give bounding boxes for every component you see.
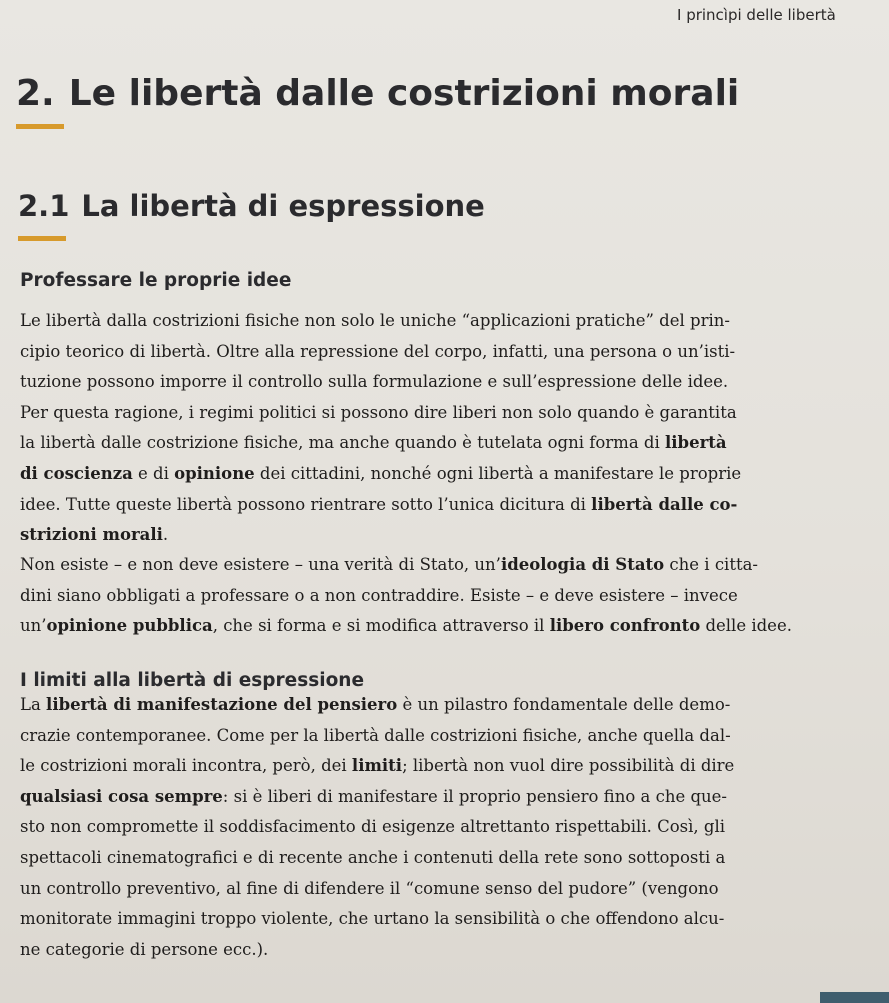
chapter-number: 2.: [16, 73, 55, 114]
text-line: [20, 690, 868, 721]
text-run: e di: [132, 463, 175, 483]
text-run: ; libertà non vuol dire possibilità di dire: [402, 756, 735, 776]
text-run: un’: [20, 616, 47, 636]
chapter-underline: [16, 124, 64, 129]
text-run: che i citta-: [664, 555, 759, 574]
bold-term: di coscienza: [20, 463, 133, 483]
bold-term: opinione: [174, 463, 255, 483]
text-run: sto non compromette il soddisfacimento di esigenze altrettanto rispettabili. Così, gli: [20, 817, 726, 837]
bold-term: libero confronto: [549, 616, 701, 636]
text-run: Le libertà dalla costrizioni fisiche non solo le uniche “applicazioni pratiche” del prin-: [20, 311, 730, 330]
text-line: [20, 398, 868, 429]
text-line: [20, 611, 868, 642]
text-line: [20, 337, 868, 368]
text-run: ne categorie di persone ecc.).: [20, 939, 269, 959]
bold-term: libertà di manifestazione del pensiero: [46, 695, 398, 714]
chapter-title: Le libertà dalle costrizioni morali: [68, 73, 740, 114]
section-title: La libertà di espressione: [81, 189, 485, 223]
text-line: [20, 935, 868, 966]
text-run: la libertà dalle costrizione fisiche, ma anche quando è tutelata ogni forma di: [20, 433, 665, 453]
text-run: : si è liberi di manifestare il proprio pensiero fino a che que-: [222, 786, 727, 806]
text-run: monitorate immagini troppo violente, che urtano la sensibilità o che offendono alcu-: [20, 909, 725, 929]
text-run: delle idee.: [700, 616, 792, 636]
paragraph-2: [20, 550, 868, 642]
section-underline: [18, 236, 66, 241]
page-edge-bar: [820, 992, 889, 1003]
text-run: un controllo preventivo, al fine di difendere il “comune senso del pudore” (vengono: [20, 878, 719, 898]
bold-term: libertà dalle co-: [591, 494, 738, 514]
paragraph-3: [20, 690, 868, 965]
text-line: [20, 550, 868, 581]
text-line: [20, 782, 868, 813]
text-run: crazie contemporanee. Come per la libertà dalle costrizioni fisiche, anche quella dal-: [20, 725, 731, 745]
text-run: dei cittadini, nonché ogni libertà a manifestare le proprie: [254, 463, 742, 483]
text-line: [20, 306, 868, 337]
text-line: [20, 904, 868, 935]
bold-term: qualsiasi cosa sempre: [20, 786, 223, 806]
text-line: [20, 721, 868, 752]
text-line: [20, 812, 868, 843]
section-number: 2.1: [18, 189, 70, 223]
bold-term: libertà: [665, 433, 727, 453]
text-run: spettacoli cinematografici e di recente anche i contenuti della rete sono sottoposti a: [20, 847, 726, 867]
section-heading: [18, 188, 878, 244]
bold-term: strizioni morali: [20, 525, 163, 545]
text-run: .: [162, 525, 169, 545]
running-head: I princìpi delle libertà: [677, 6, 836, 24]
text-line: [20, 428, 868, 459]
text-line: [20, 751, 868, 782]
text-line: [20, 367, 868, 398]
text-line: [20, 520, 868, 551]
text-run: dini siano obbligati a professare o a non contraddire. Esiste – e deve esistere – invece: [20, 585, 738, 605]
bold-term: opinione pubblica: [46, 616, 213, 636]
text-run: è un pilastro fondamentale delle demo-: [397, 695, 731, 714]
text-run: Per questa ragione, i regimi politici si possono dire liberi non solo quando è garantita: [20, 402, 737, 422]
text-run: le costrizioni morali incontra, però, dei: [20, 756, 352, 776]
bold-term: ideologia di Stato: [500, 555, 665, 574]
bold-term: limiti: [351, 756, 403, 776]
text-run: La: [20, 695, 47, 714]
text-run: tuzione possono imporre il controllo sulla formulazione e sull’espressione delle idee.: [20, 372, 729, 392]
subheading-professare: Professare le proprie idee: [20, 270, 292, 291]
text-line: [20, 874, 868, 905]
text-line: [20, 843, 868, 874]
text-line: [20, 581, 868, 612]
text-line: [20, 459, 868, 490]
text-run: cipio teorico di libertà. Oltre alla repressione del corpo, infatti, una persona o un’isti-: [20, 341, 736, 361]
text-run: , che si forma e si modifica attraverso il: [212, 616, 550, 636]
text-line: [20, 490, 868, 521]
paragraph-1: [20, 306, 868, 551]
subheading-limiti: I limiti alla libertà di espressione: [20, 670, 364, 691]
text-run: Non esiste – e non deve esistere – una verità di Stato, un’: [20, 555, 501, 574]
text-run: idee. Tutte queste libertà possono rientrare sotto l’unica dicitura di: [20, 494, 592, 514]
chapter-heading: [16, 72, 876, 136]
